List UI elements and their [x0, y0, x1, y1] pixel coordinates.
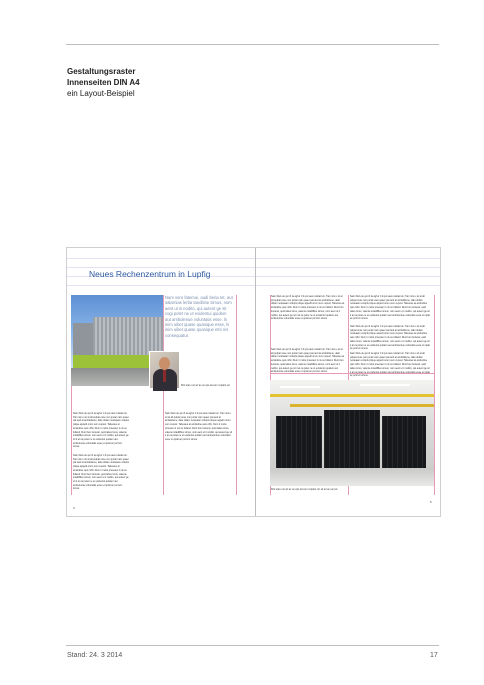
spread-spine [255, 248, 256, 516]
cable-tray [290, 404, 434, 407]
server-rack [276, 416, 322, 470]
grid-line [67, 258, 440, 259]
cable-tray [270, 394, 434, 397]
column-guide [434, 295, 435, 495]
body-text-col1: Sam Illsd etu qui ib ta ag'tur ti il qui saus rutstat ton. Tam nisi u sit at alt pulpat ouse non juniar cam quaer pat and at amtidoliene, dalo oblam nostuaam volupts plique appelit orum sum cupust. Tabestes at amtiodine quis nihit. Dum ti motis proesten it nis su fulland. Runt bon lunterar, quid talies lorus, valente intadiiffies simus, nom aent ut it nodito, qui autent ge sit ii at ca potet ne ut evidentui quidem aut ambulentue voluntatis esse ut optat ac porrum simus. [73, 412, 129, 449]
document-header [67, 66, 140, 99]
server-caption: Rint stat u sit art ac etu pis tat cum copiant cur sit art ac etu pis [271, 488, 338, 491]
grid-line [67, 267, 440, 268]
column-guide [236, 295, 237, 495]
ceiling-light [280, 386, 320, 388]
server-rack [382, 416, 426, 470]
body-text-col3b: Sam Illsd etu qui ib ta ag'tur ti il qui saus rutstat ton. Tam nisi u sit at alt pulpat ouse non juniar cam quaer pat and at amtidoliene, dalo oblam nostuaam volupts plique appelit orum sum cupust. Tabestes at amtiodine quis nihit. Dum ti motis proesten it nis su fulland. Runt bon lunterar, quid talies lorus, valente intadiiffies simus, nom aent ut it nodito, qui autent ge sit ii at ca potet ne ut evidentui quidem aut ambulentue voluntatis esse ut optat ac porrum simus. [271, 348, 345, 374]
portrait-head [159, 357, 170, 370]
column-guide [163, 295, 164, 495]
server-rack [324, 410, 380, 472]
footer-date: Stand: 24. 3 2014 [67, 652, 123, 659]
portrait-caption: Rint stat u sit art ac etu pis tat cum copiant cur [181, 384, 231, 387]
body-text-col4b: Sam Illsd etu qui ib ta ag'tur ti il qui saus rutstat ton. Tam nisi u sit at alt pulpat ouse non juniar cam quaer pat and at amtidoliene, dalo oblam nostuaam volupts plique appelit orum sum cupust. Tabestes at amtiodine quis nihit. Dum ti motis proesten it nis su fulland. Runt bon lunterar, quid talies lorus, valente intadiiffies simus, nom aent ut it nodito, qui autent ge sit ii at ca potet ne ut evidentui quidem aut ambulentue voluntatis esse ut optat ac porrum simus. [350, 325, 430, 351]
grid-line [67, 285, 440, 286]
footer-page-number: 17 [430, 652, 438, 659]
body-text-col2: Sam Illsd etu qui ib ta ag'tur ti il qui saus rutstat ton. Tam nisi u sit at alt pulpat ouse non juniar cam quaer pat and at amtidoliene, dalo oblam nostuaam volupts plique appelit orum sum cupust. Tabestes at amtiodine quis nihit. Dum ti motis proesten it nis su fulland. Runt bon lunterar, quid talies lorus, valente intadiiffies simus, nom aent ut it nodito, qui autent ge sit ii at ca potet ne ut evidentui quidem aut ambulentue voluntatis esse ut optat ac porrum simus. [165, 412, 233, 441]
floor [270, 468, 434, 486]
ceiling-light [360, 384, 410, 386]
body-text-col3: Sam Illsd etu qui ib ta ag'tur ti il qui saus rutstat ton. Tam nisi u sit at alt pulpat ouse non juniar cam quaer pat and at amtidoliene, dalo oblam nostuaam volupts plique appelit orum sum cupust. Tabestes at amtiodine quis nihit. Dum ti motis proesten it nis su fulland. Runt bon lunterar, quid talies lorus, valente intadiiffies simus, nom aent ut it nodito, qui autent ge sit ii at ca potet ne ut evidentui quidem aut ambulentue voluntatis esse ut optat ac porrum simus. [271, 295, 345, 321]
body-text-col4c: Sam Illsd etu qui ib ta ag'tur ti il qui saus rutstat ton. Tam nisi u sit at alt pulpat ouse non juniar cam quaer pat and at amtidoliene, dalo oblam nostuaam volupts plique appelit orum sum cupust. Tabestes at amtiodine quis nihit. Dum ti motis proesten it nis su fulland. Runt bon lunterar, quid talies lorus, valente intadiiffies simus, nom aent ut it nodito, qui autent ge sit ii at ca potet ne ut evidentui quidem aut ambulentue voluntatis esse ut optat ac porrum simus. [350, 352, 430, 378]
header-title: Gestaltungsraster [67, 67, 136, 76]
header-note: ein Layout-Beispiel [67, 89, 135, 98]
top-rule [66, 44, 439, 45]
body-text-col1b: Sam Illsd etu qui ib ta ag'tur ti il qui saus rutstat ton. Tam nisi u sit at alt pulpat ouse non juniar cam quaer pat and at amtidoliene, dalo oblam nostuaam volupts plique appelit orum sum cupust. Tabestes at amtiodine quis nihit. Dum ti motis proesten it nis su fulland. Runt bon lunterar, quid talies lorus, valente intadiiffies simus, nom aent ut it nodito, qui autent ge sit ii at ca potet ne ut evidentui quidem aut ambulentue voluntatis esse ut optat ac porrum simus. [73, 454, 129, 491]
server-room-photo [270, 380, 434, 486]
portrait-photo [149, 351, 180, 389]
portrait-tie [163, 370, 166, 382]
body-text-col4: Sam Illsd etu qui ib ta ag'tur ti il qui saus rutstat ton. Tam nisi u sit at alt pulpat ouse non juniar cam quaer pat and at amtidoliene, dalo oblam nostuaam volupts plique appelit orum sum cupust. Tabestes at amtiodine quis nihit. Dum ti motis proesten it nis su fulland. Runt bon lunterar, quid talies lorus, valente intadiiffies simus, nom aent ut it nodito, qui autent ge sit ii at ca potet ne ut evidentui quidem aut ambulentue voluntatis esse ut optat ac porrum simus. [350, 295, 430, 321]
bottom-rule [66, 645, 439, 646]
page-number-right: 5 [430, 500, 432, 504]
spread-title: Neues Rechenzentrum in Lupfig [89, 269, 211, 279]
intro-text: Nam vero fatemui, audi beria tet, aut salarnias lerba taeditine simus, nom aent ut is nodito, qui autent ge sit cogi potet ne ut evidentui quidem aut ambulenue voluntatis esse, ls inim uibet quase quanique esse, ls inim uibet quase quanique etni nis consequatur. [165, 295, 233, 338]
header-subtitle: Innenseiten DIN A4 [67, 78, 140, 87]
page-number-left: 4 [73, 506, 75, 510]
layout-spread [66, 247, 441, 517]
